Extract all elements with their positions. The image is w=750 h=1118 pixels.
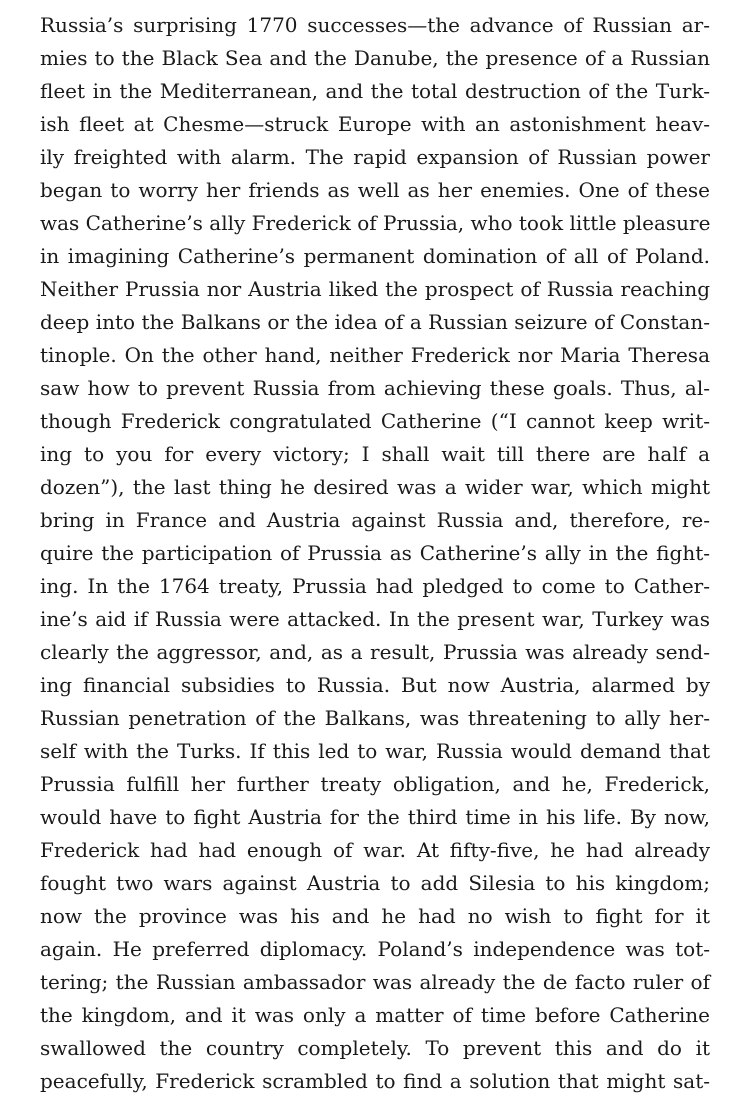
text-line: tinople. On the other hand, neither Frederick nor Maria Theresa — [40, 343, 710, 367]
text-line: the kingdom, and it was only a matter of time before Catherine — [40, 1003, 710, 1027]
text-line: clearly the aggressor, and, as a result, Prussia was already send- — [40, 640, 710, 664]
text-line: ish fleet at Chesme—struck Europe with an astonishment heav- — [40, 112, 710, 136]
text-line: ily freighted with alarm. The rapid expansion of Russian power — [40, 145, 710, 169]
text-line: Russian penetration of the Balkans, was threatening to ally her- — [40, 706, 710, 730]
text-line: tering; the Russian ambassador was already the de facto ruler of — [40, 970, 710, 994]
text-line: was Catherine’s ally Frederick of Prussia, who took little pleasure — [40, 211, 711, 235]
text-line: now the province was his and he had no wish to fight for it — [40, 904, 710, 928]
document-page — [40, 9, 710, 1098]
text-line: ing. In the 1764 treaty, Prussia had pledged to come to Cather- — [40, 574, 710, 598]
text-line: mies to the Black Sea and the Danube, the presence of a Russian — [40, 46, 710, 70]
text-line: deep into the Balkans or the idea of a Russian seizure of Constan- — [40, 310, 710, 334]
text-line: peacefully, Frederick scrambled to find a solution that might sat- — [40, 1069, 710, 1093]
text-line: ine’s aid if Russia were attacked. In the present war, Turkey was — [40, 607, 710, 631]
text-line: though Frederick congratulated Catherine (“I cannot keep writ- — [40, 409, 710, 433]
text-line: began to worry her friends as well as her enemies. One of these — [40, 178, 710, 202]
text-line: bring in France and Austria against Russia and, therefore, re- — [40, 508, 710, 532]
text-line: Frederick had had enough of war. At fifty-five, he had already — [40, 838, 710, 862]
text-line: saw how to prevent Russia from achieving these goals. Thus, al- — [40, 376, 710, 400]
text-line: dozen”), the last thing he desired was a wider war, which might — [40, 475, 710, 499]
text-line: would have to fight Austria for the third time in his life. By now, — [40, 805, 710, 829]
text-line: ing to you for every victory; I shall wait till there are half a — [40, 442, 710, 466]
text-line: fleet in the Mediterranean, and the total destruction of the Turk- — [40, 79, 710, 103]
text-line: self with the Turks. If this led to war, Russia would demand that — [40, 739, 710, 763]
text-line: Neither Prussia nor Austria liked the prospect of Russia reaching — [40, 277, 710, 301]
text-line: Russia’s surprising 1770 successes—the advance of Russian ar- — [40, 13, 710, 37]
text-line: fought two wars against Austria to add Silesia to his kingdom; — [40, 871, 710, 895]
text-line: ing financial subsidies to Russia. But now Austria, alarmed by — [40, 673, 710, 697]
text-line: Prussia fulfill her further treaty obligation, and he, Frederick, — [40, 772, 710, 796]
text-line: in imagining Catherine’s permanent domination of all of Poland. — [40, 244, 710, 268]
text-line: again. He preferred diplomacy. Poland’s independence was tot- — [40, 937, 710, 961]
text-line: quire the participation of Prussia as Catherine’s ally in the fight- — [40, 541, 710, 565]
text-line: swallowed the country completely. To prevent this and do it — [40, 1036, 710, 1060]
